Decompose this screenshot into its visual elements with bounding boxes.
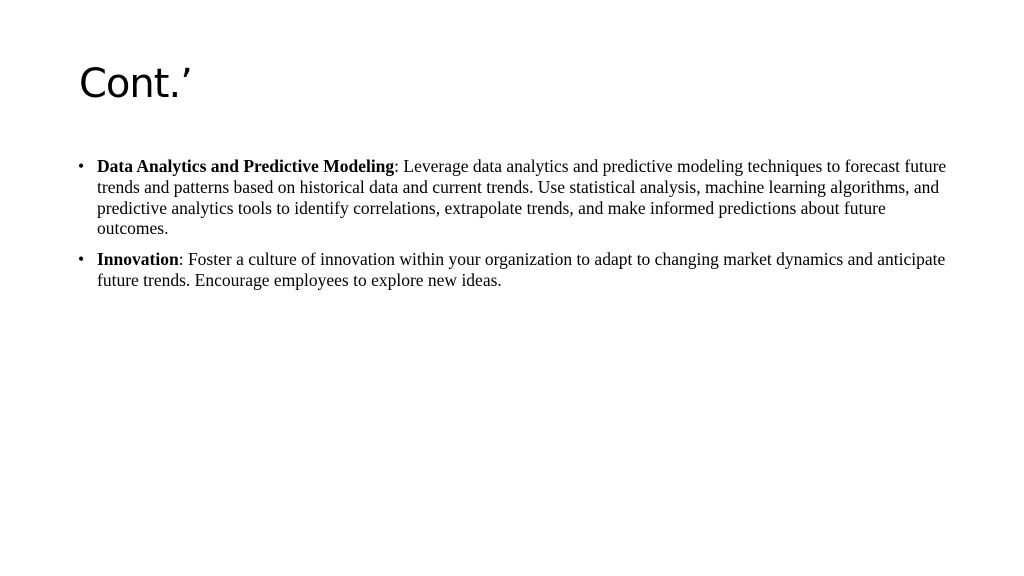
bullet-marker: • [78, 249, 85, 270]
bullet-separator: : [178, 249, 188, 270]
bullet-term: Data Analytics and Predictive Modeling [97, 156, 395, 176]
bullet-marker: • [78, 156, 85, 176]
bullet-list [76, 156, 956, 301]
bullet-item-innovation [76, 249, 956, 291]
bullet-item-data-analytics [76, 156, 956, 239]
bullet-text: Leverage data analytics and predictive modeling techniques to forecast future trends and patterns based on historical data and current trends. Use statistical analysis, machine learning algorithms, and predictive analytics tools to identify correlations, extrapolate trends, and make informed predictions about future outcomes. [97, 156, 947, 239]
slide-title: Cont.’ [79, 61, 192, 107]
bullet-text: Foster a culture of innovation within your organization to adapt to changing market dynamics and anticipate future trends. Encourage employees to explore new ideas. [97, 249, 946, 290]
bullet-term: Innovation [97, 249, 179, 270]
bullet-separator: : [394, 156, 404, 176]
